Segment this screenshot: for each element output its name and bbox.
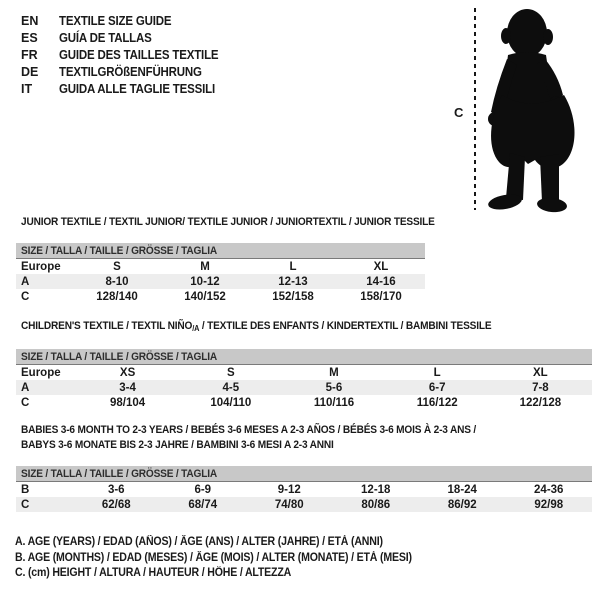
size-cell: 8-10 <box>73 274 161 289</box>
size-cell: 80/86 <box>333 497 420 512</box>
table-row-height <box>16 395 592 410</box>
size-header-bar <box>16 466 592 482</box>
title-part: CHILDREN'S TEXTILE / TEXTIL NIÑO <box>21 320 193 332</box>
size-cell: 86/92 <box>419 497 506 512</box>
lang-code: FR <box>21 48 38 62</box>
section-childrens-textile <box>16 319 592 410</box>
size-header-text: SIZE / TALLA / TAILLE / GRÖSSE / TAGLIA <box>21 244 217 257</box>
size-cell: 12-13 <box>249 274 337 289</box>
section-junior-textile <box>16 215 435 304</box>
size-cell: 3-6 <box>107 483 125 496</box>
babies-size-table <box>16 466 592 512</box>
lang-code: DE <box>21 65 39 79</box>
size-cell: 12-18 <box>361 483 391 496</box>
section-title <box>16 215 435 230</box>
lang-row-fr <box>21 47 232 64</box>
footnote-text: C. (cm) HEIGHT / ALTURA / HAUTEUR / HÖHE / ALTEZZA <box>15 567 292 579</box>
section-title-text-line1: BABIES 3-6 MONTH TO 2-3 YEARS / BEBÉS 3-6 MESES A 2-3 AÑOS / BÉBÉS 3-6 MOIS À 2-3 ANS / <box>21 424 477 436</box>
size-cell: 4-5 <box>179 380 282 395</box>
size-header-row <box>16 243 425 259</box>
size-cell: 68/74 <box>160 497 247 512</box>
size-cell: 14-16 <box>337 274 425 289</box>
lang-title: GUIDE DES TAILLES TEXTILE <box>59 48 219 62</box>
row-label: C <box>21 290 30 303</box>
section-title <box>16 319 592 336</box>
size-cell: S <box>226 366 235 379</box>
size-header-row <box>16 466 592 482</box>
size-cell: M <box>329 366 339 379</box>
section-title <box>16 438 592 453</box>
height-measure-label: C <box>454 105 464 120</box>
size-cell: 74/80 <box>246 497 333 512</box>
size-header-row <box>16 349 592 365</box>
size-cell: 24-36 <box>534 483 564 496</box>
row-label: Europe <box>21 260 61 273</box>
language-title-block <box>21 13 232 98</box>
size-header-bar <box>16 243 425 259</box>
size-cell: L <box>289 260 297 273</box>
size-cell: 7-8 <box>489 380 592 395</box>
lang-title: GUIDA ALLE TAGLIE TESSILI <box>59 82 215 96</box>
footnote-text: B. AGE (MONTHS) / EDAD (MESES) / ÂGE (MOIS) / ALTER (MONATE) / ETÀ (MESI) <box>15 551 412 564</box>
size-cell: M <box>200 260 210 273</box>
size-cell: 140/152 <box>184 290 226 303</box>
size-cell: XS <box>119 366 136 379</box>
lang-title: GUÍA DE TALLAS <box>59 31 152 45</box>
row-label: C <box>16 497 73 512</box>
footnotes-block <box>15 535 446 582</box>
children-size-table <box>16 349 592 410</box>
table-row-age <box>16 380 592 395</box>
title-subscript: /A <box>192 324 200 333</box>
baby-silhouette <box>486 5 582 213</box>
size-cell: 62/68 <box>73 497 160 512</box>
lang-title: TEXTILE SIZE GUIDE <box>59 14 172 28</box>
size-cell: 18-24 <box>447 483 477 496</box>
size-cell: 116/122 <box>416 396 458 409</box>
size-cell: 104/110 <box>210 396 252 409</box>
table-row-europe <box>16 259 425 275</box>
lang-code: ES <box>21 31 38 45</box>
lang-row-en <box>21 13 232 30</box>
section-title-text: JUNIOR TEXTILE / TEXTIL JUNIOR/ TEXTILE JUNIOR / JUNIORTEXTIL / JUNIOR TESSILE <box>21 216 435 228</box>
size-cell: 9-12 <box>277 483 301 496</box>
size-header-text: SIZE / TALLA / TAILLE / GRÖSSE / TAGLIA <box>21 467 217 480</box>
table-row-height <box>16 497 592 512</box>
size-cell: L <box>433 366 441 379</box>
title-part: / TEXTILE DES ENFANTS / KINDERTEXTIL / BAMBINI TESSILE <box>199 320 492 332</box>
table-row-europe <box>16 365 592 381</box>
height-measure-dotted-line <box>474 8 476 210</box>
size-cell: 10-12 <box>161 274 249 289</box>
footnote-a <box>15 535 446 551</box>
footnote-c <box>15 566 446 582</box>
lang-code: IT <box>21 82 33 96</box>
table-row-age <box>16 274 425 289</box>
size-cell: 122/128 <box>519 396 562 409</box>
section-babies-textile <box>16 423 592 512</box>
size-cell: 158/170 <box>360 290 402 303</box>
lang-code: EN <box>21 14 39 28</box>
row-label: A <box>16 274 73 289</box>
size-cell: S <box>113 260 121 273</box>
size-cell: 110/116 <box>313 396 355 409</box>
size-cell: 92/98 <box>506 497 593 512</box>
size-cell: 6-7 <box>386 380 489 395</box>
row-label: Europe <box>21 366 61 379</box>
lang-row-it <box>21 81 232 98</box>
size-header-bar <box>16 349 592 365</box>
lang-row-es <box>21 30 232 47</box>
lang-title: TEXTILGRÖßENFÜHRUNG <box>59 65 202 79</box>
table-row-months <box>16 482 592 498</box>
section-title-text <box>21 319 491 336</box>
size-cell: 6-9 <box>194 483 212 496</box>
table-row-height <box>16 289 425 304</box>
row-label: A <box>16 380 76 395</box>
row-label: B <box>21 483 30 496</box>
size-cell: 152/158 <box>272 290 314 303</box>
lang-row-de <box>21 64 232 81</box>
size-cell: 98/104 <box>110 396 146 409</box>
footnote-b <box>15 551 446 567</box>
size-cell: XL <box>533 366 548 379</box>
footnote-text: A. AGE (YEARS) / EDAD (AÑOS) / ÂGE (ANS) / ALTER (JAHRE) / ETÀ (ANNI) <box>15 536 383 548</box>
junior-size-table <box>16 243 425 304</box>
size-cell: 128/140 <box>96 290 138 303</box>
section-title <box>16 423 592 438</box>
size-cell: 5-6 <box>282 380 385 395</box>
size-cell: 3-4 <box>76 380 179 395</box>
section-title-text-line2: BABYS 3-6 MONATE BIS 2-3 JAHRE / BAMBINI 3-6 MESI A 2-3 ANNI <box>21 439 334 451</box>
size-header-text: SIZE / TALLA / TAILLE / GRÖSSE / TAGLIA <box>21 350 217 363</box>
size-cell: XL <box>373 260 389 273</box>
row-label: C <box>21 396 30 409</box>
